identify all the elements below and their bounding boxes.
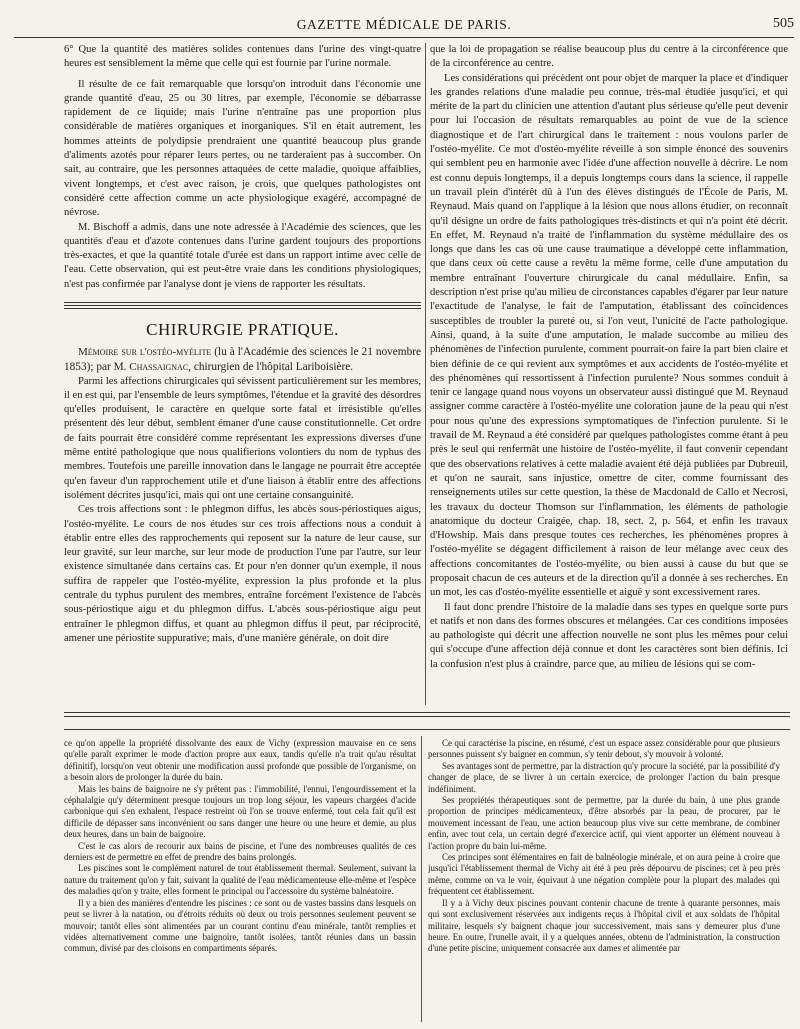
paragraph: Ses avantages sont de permettre, par la distraction qu'y procure la société, par la possibilité d'y changer de place, de se livrer à un certain exercice, de prolonger l'action du bain presque indéfiniment. (428, 760, 780, 794)
memoir-label: Mémoire sur l'ostéo-myélite (78, 346, 212, 359)
column-divider (425, 43, 426, 705)
paragraph: C'est le cas alors de recourir aux bains de piscine, et l'une des nombreuses qualités de ces derniers est de permettre en effet de prendre des bains prolongés. (64, 840, 416, 863)
page-header (14, 12, 794, 38)
paragraph: ce qu'on appelle la propriété dissolvante des eaux de Vichy (expression mauvaise en ce sens qu'elle paraît exprimer le mode d'action propre aux eaux, tandis qu'elle n'a trait qu'au résultat définitif), lorsqu'on veut obtenir une modification aussi profonde que possible de l'organisme, on a besoin alors de prolonger la durée du bain. (64, 738, 416, 783)
feuilleton-rule (64, 716, 790, 717)
paragraph: Ses propriétés thérapeutiques sont de permettre, par la durée du bain, à une plus grande proportion de principes médicamenteux, d'être absorbés par la peau, de procurer, par le mouvement incessant de l'eau, une action beaucoup plus vive sur cette membrane, de combiner enfin, avec tout cela, un certain degré d'exercice actif, qui vient apporter un élément nouveau à l'action propre du bain lui-même. (428, 795, 780, 851)
lower-left-column (64, 738, 416, 1020)
memoir-author: Chassaignac (129, 360, 189, 373)
memoir-details: (lu à l'Académie des sciences le 21 novembre 1853); par M. (64, 346, 421, 373)
upper-right-column (430, 43, 788, 703)
paragraph: Parmi les affections chirurgicales qui sévissent particulièrement sur les membres, il en est qui, par l'ensemble de leurs symptômes, l'étendue et la gravité des désordres qu'elles produisent, le caractère en quelque sorte fatal et irrésistible qu'elles présentent dès leur début, semblent émaner d'une cause constitutionnelle. Cet ordre de faits pourrait être considéré comme représentant les expressions diverses d'une même entité pathologique que nous qualifierions volontiers du nom de typhus des membres. Toutefois une pareille innovation dans le langage ne pourrait être acceptée qu'en faveur d'un rapprochement utile et d'une liaison à établir entre des affections isolément décrites jusqu'ici, mais qui ont une certaine consanguinité. (64, 375, 421, 501)
memoir-affiliation: , chirurgien de l'hôpital Lariboisière. (188, 360, 354, 373)
paragraph: Ces principes sont élémentaires en fait de balnéologie minérale, et on aura peine à croire que jusqu'ici l'établissement thermal de Vichy ait été à peu près dépourvu de piscines; cet à peu près même, comme on va le voir, équivaut à une négation complète pour la plupart des malades qui fréquentent cet établissement. (428, 852, 780, 897)
journal-title: GAZETTE MÉDICALE DE PARIS. (296, 17, 512, 32)
lower-right-column (428, 738, 780, 1020)
section-title: CHIRURGIE PRATIQUE. (146, 320, 339, 340)
paragraph: Les piscines sont le complément naturel de tout établissement thermal. Seulement, suivant la nature du traitement qu'on y fait, suivant la qualité de l'eau médicamenteuse elle-même et l'espèce des maladies qu'on y traite, elles forment le principal ou l'accessoire du système balnéatoire. (64, 863, 416, 897)
paragraph: M. Bischoff a admis, dans une note adressée à l'Académie des sciences, que les quantités d'eau et d'azote contenues dans l'urine gardent toujours des proportions très-exactes, et que la quantité totale d'urée est dans un rapport intime avec celle de l'eau. Cette observation, qui est peut-être vraie dans les conditions physiologiques, n'est pas confirmée par l'analyse dont je viens de rapporter les résultats. (64, 221, 421, 290)
feuilleton-rule (64, 712, 790, 713)
paragraph: Ces trois affections sont : le phlegmon diffus, les abcès sous-périostiques aigus, l'ostéo-myélite. Le cours de nos études sur ces trois affections nous a conduit à établir entre elles des rapprochements qui reposent sur la nature de leur cause, sur leur gravité, sur leur marche, sur leur mode de production l'une par l'autre, sur leur existence simultanée dans certains cas. Et pour n'en donner qu'un exemple, il nous suffira de rappeler que l'ostéo-myélite, expression la plus profonde et la plus centrale du typhus purulent des membres, entraîne forcément l'existence de l'abcès sous-périostique aigu et du phlegmon diffus. L'abcès sous-périostique aigu peut entraîner le phlegmon diffus, et quant au phlegmon diffus il peut, par réciprocité, amener une périostite suppurative; mais, d'une manière générale, on doit dire (64, 504, 421, 644)
page-number: 505 (773, 16, 794, 31)
paragraph: Il faut donc prendre l'histoire de la maladie dans ses types en quelque sorte purs et natifs et non dans des formes obscures et mélangées. Car ces conditions imposées au pathologiste qui décrit une affection nouvelle ne sont plus les mêmes pour celui qui s'occupe d'une affection déjà connue et dont les caractères sont bien définis. Ici la confusion n'est plus à craindre, parce que, au milieu de lésions qui se com- (430, 601, 788, 670)
paragraph: Il y a à Vichy deux piscines pouvant contenir chacune de trente à quarante personnes, mais qui sont exclusivement réservées aux indigents reçus à l'hôpital civil et aux soldats de l'hôpital militaire, lesquels s'y baignent chaque jour successivement, mais sans y demeurer plus d'une heure. En outre, l'runelle avait, il y a quelques années, obtenu de l'administration, la construction d'une petite piscine, uniquement consacrée aux dames et alimentée par (428, 897, 780, 954)
feuilleton-rule (64, 729, 790, 730)
paragraph: que la loi de propagation se réalise beaucoup plus du centre à la circonférence que de la circonférence au centre. (430, 44, 788, 70)
paragraph: Il y a bien des manières d'entendre les piscines : ce sont ou de vastes bassins dans lesquels on peut se livrer à la natation, ou d'étroits réduits où deux ou trois personnes seulement peuvent se mouvoir; tantôt elles sont alimentées par un courant continu d'eau minérale, tantôt remplies et vidées alternativement comme une baignoire, tantôt isolées, tantôt réunies dans un bassin commun, divisé par des cloisons en compartiments séparés. (64, 897, 416, 954)
section-separator (64, 302, 421, 311)
column-divider (421, 736, 422, 1022)
upper-left-column (64, 43, 421, 703)
conclusion-item-6: 6° Que la quantité des matières solides contenues dans l'urine des vingt-quatre heures est sensiblement la même que celle qui est fournie par l'urine normale. (64, 44, 421, 70)
memoir-heading (64, 345, 421, 374)
paragraph: Mais les bains de baignoire ne s'y prêtent pas : l'immobilité, l'ennui, l'engourdissement et la céphalalgie qu'y déterminent presque toujours un trop long séjour, les vapeurs chargées d'acide carbonique qui s'en exhalent, l'espace restreint où l'on se trouve enfermé, tout cela fait qu'il est difficile de dépasser sans inconvénient ou sans danger une heure ou une heure et demie, au plus deux heures, dans un bain de baignoire. (64, 783, 416, 840)
paragraph: Ce qui caractérise la piscine, en résumé, c'est un espace assez considérable pour que plusieurs personnes puissent s'y baigner en commun, s'y tenir debout, s'y mouvoir à volonté. (428, 738, 780, 760)
paragraph: Les considérations qui précèdent ont pour objet de marquer la place et d'indiquer les grandes relations d'une maladie peu connue, très-mal étudiée jusqu'ici, et qui mérite de la part du clinicien une attention d'autant plus sérieuse qu'elle peut devenir pour lui l'occasion de résultats remarquables au point de vue de la science diagnostique et de l'art chirurgical dans le traitement : nous voulons parler de l'ostéo-myélite. Ce mot d'ostéo-myélite réveille à son simple énoncé des souvenirs qui semblent peu en harmonie avec l'idée d'une affection nouvelle à décrire. Le nom est connu depuis longtemps, il a depuis longtemps cours dans la science, il rappelle un travail plein d'intérêt dû à l'un des élèves distingués de l'École de Paris, M. Reynaud. Mais quand on l'applique à la lésion que nous allons étudier, on reconnaît qu'il désigne un ordre de faits pathologiques très-distincts et qui n'a point été décrit. En effet, M. Reynaud n'a traité de l'inflammation du système médullaire des os longs que dans les cas où une cause traumatique a développé cette inflammation, que dans ceux où cette cause a revêtu la même forme, celle d'une amputation du membre entraînant l'ouverture chirurgicale du canal médullaire. Enfin, sa description n'est prise qu'au milieu de circonstances capables d'égarer par leur nature l'exactitude de l'analyse, le fait de l'amputation, établissant des coïncidences susceptibles de troubler la pureté ou, si l'on veut, l'unicité de l'acte pathologique. Ainsi, quand, à la suite d'une amputation, le malade succombe au milieu des phénomènes de l'infection purulente, comment pourrait-on faire la part bien claire et bien définie de ce qui revient aux symptômes et aux accidents de l'ostéo-myélite et des phénomènes qui ressortissent à l'infection purulente? Nous sommes conduit à tenir ce langage quand nous voyons un observateur aussi distingué que M. Reynaud assigner comme caractère à l'ostéo-myélite une coloration jaune de la peau qui n'est pour nous qu'une des expressions symptomatiques de l'infection purulente. Si le travail de M. Reynaud a été considéré par quelques pathologistes comme étant à peu près le seul qui renfermât une histoire de l'ostéo-myélite, il faut convenir cependant que des observations relatives à cette maladie avaient été déjà publiées par Dubreuil, et qu'on ne saurait, sans injustice, omettre de citer, comme fournissant des renseignements utiles sur cette question, la thèse de Macdonald de Callo et Necrosi, les travaux du docteur Thomson sur l'inflammation, les éléments de pathologie anatomique du docteur Craigée, chap. 18, sect. 2, p. 564, et enfin les travaux d'Howship. Mais dans presque toutes ces recherches, les phénomènes propres à l'ostéo-myélite se dégagent difficilement à raison de leur mélange avec ceux des affections concomitantes de l'ostéo-myélite, ou bien aussi à cause du but que se proposait chacun de ces auteurs et de la direction qu'il a donnée à ses recherches. En un mot, les cas d'ostéo-myélite essentielle et aiguë y sont excessivement rares. (430, 72, 788, 599)
header-rule (14, 37, 794, 38)
paragraph: Il résulte de ce fait remarquable que lorsqu'on introduit dans l'économie une grande quantité d'eau, 25 ou 30 litres, par exemple, l'économie se débarrasse rapidement de ce liquide; mais l'urine n'entraîne pas une proportion plus considérable de matières organiques et inorganiques. S'il en était autrement, les hommes atteints de polydipsie prendraient une quantité beaucoup plus grande d'aliments azotés pour réparer leurs pertes, ou ne tarderaient pas à succomber. On sait, au contraire, que les personnes attaquées de cette maladie, quoique affaiblies, vivent longtemps, et c'est avec raison, je crois, que quelques pathologistes ont considéré cette affection comme un acte physiologique exagéré, accompagné de névrose. (64, 78, 421, 219)
